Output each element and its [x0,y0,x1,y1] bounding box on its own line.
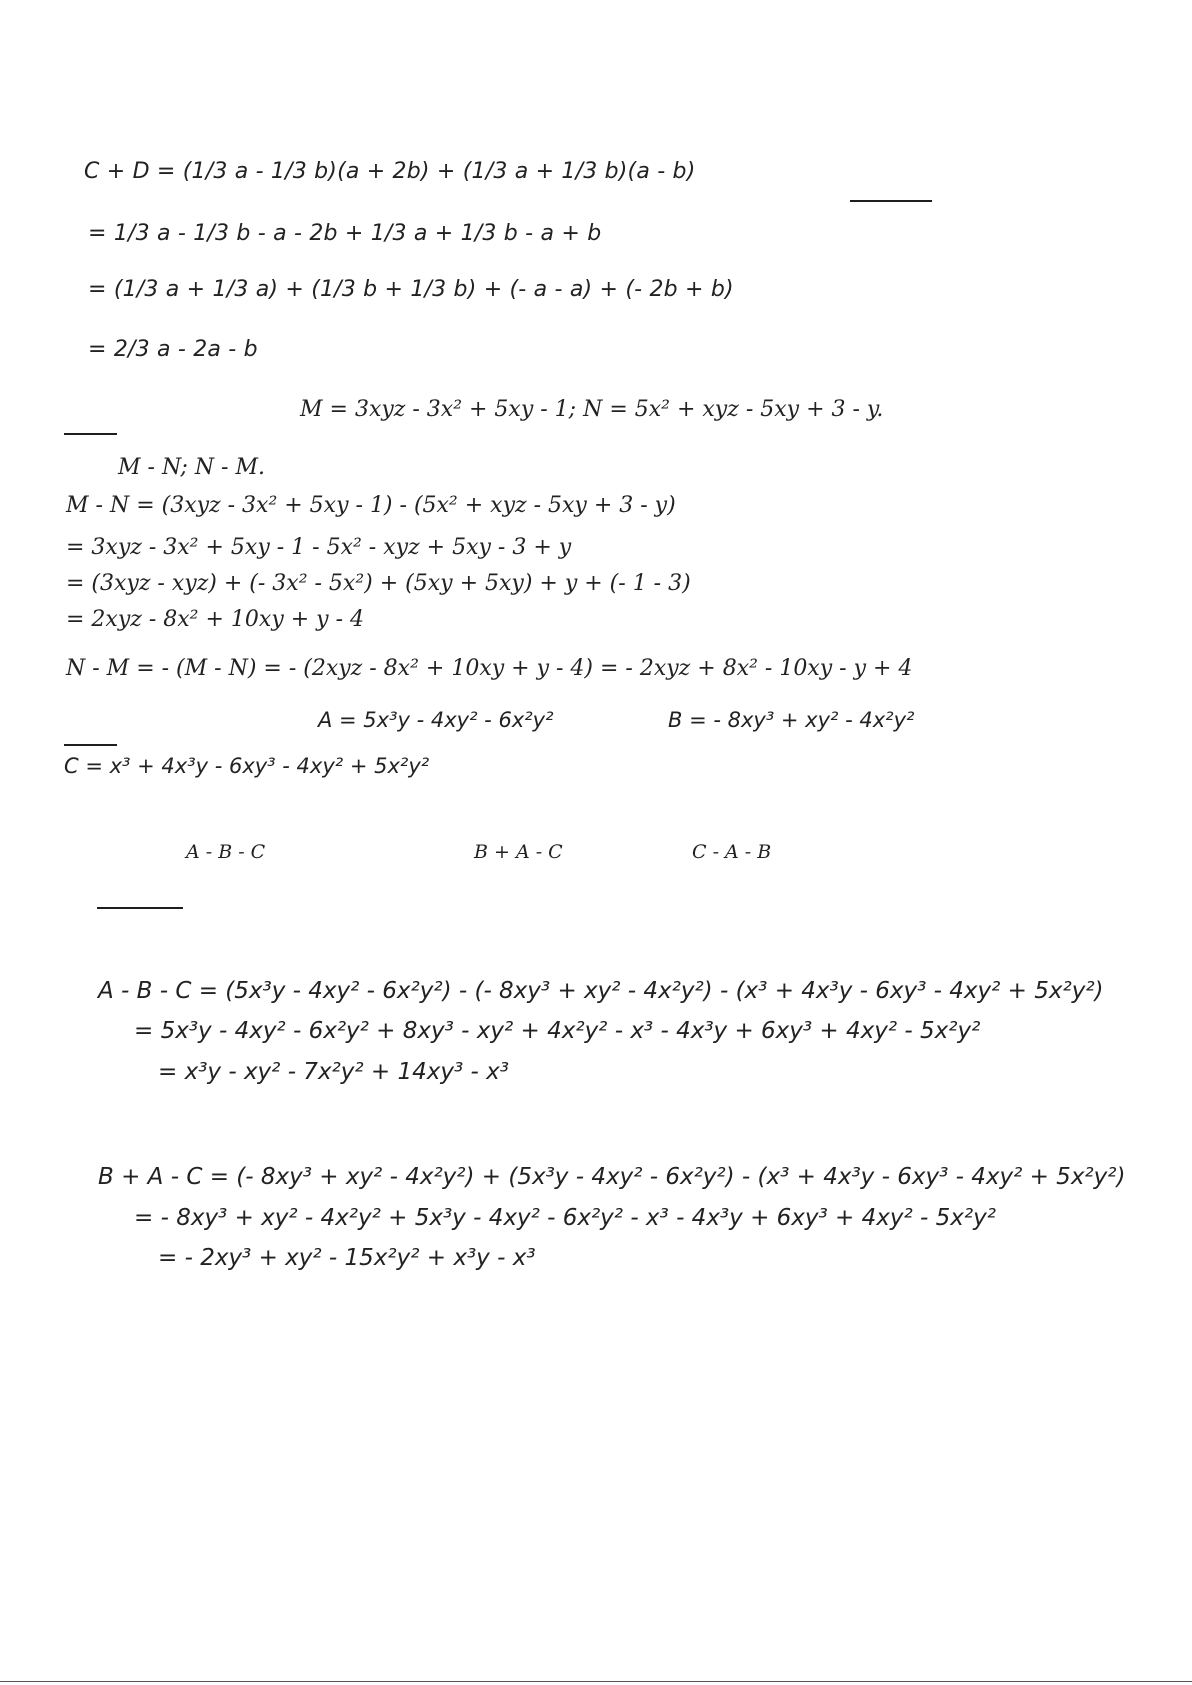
calc2-line-1: B + A - C = (- 8xy³ + xy² - 4x²y²) + (5x³y - 4xy² - 6x²y²) - (x³ + 4x³y - 6xy³ - 4xy² + 5x²y²) [98,1164,1126,1190]
calc1-line-3: = x³y - xy² - 7x²y² + 14xy³ - x³ [158,1059,509,1085]
abc-underline [64,744,117,746]
mn-task: M - N; N - M. [118,455,266,480]
solution-underline [97,907,183,909]
mn-definition: M = 3xyz - 3x² + 5xy - 1; N = 5x² + xyz - 5xy + 3 - y. [300,397,884,422]
cd-line-3: = (1/3 a + 1/3 a) + (1/3 b + 1/3 b) + (- a - a) + (- 2b + b) [88,277,734,302]
page-footer-rule [0,1681,1192,1682]
task-a-b-c: A - B - C [186,841,266,863]
calc2-line-2: = - 8xy³ + xy² - 4x²y² + 5x³y - 4xy² - 6x²y² - x³ - 4x³y + 6xy³ + 4xy² - 5x²y² [134,1205,996,1231]
def-c: C = x³ + 4x³y - 6xy³ - 4xy² + 5x²y² [64,754,430,778]
mn-line-5: N - M = - (M - N) = - (2xyz - 8x² + 10xy + y - 4) = - 2xyz + 8x² - 10xy - y + 4 [66,656,913,681]
mn-line-3: = (3xyz - xyz) + (- 3x² - 5x²) + (5xy + 5xy) + y + (- 1 - 3) [66,571,691,596]
cd-underline [850,200,932,202]
mn-underline [64,433,117,435]
mn-line-2: = 3xyz - 3x² + 5xy - 1 - 5x² - xyz + 5xy - 3 + y [66,535,572,560]
cd-line-1: C + D = (1/3 a - 1/3 b)(a + 2b) + (1/3 a + 1/3 b)(a - b) [84,159,696,184]
task-c-a-b: C - A - B [692,841,772,863]
calc1-line-2: = 5x³y - 4xy² - 6x²y² + 8xy³ - xy² + 4x²y² - x³ - 4x³y + 6xy³ + 4xy² - 5x²y² [134,1018,981,1044]
task-b-a-c: B + A - C [474,841,563,863]
cd-line-2: = 1/3 a - 1/3 b - a - 2b + 1/3 a + 1/3 b - a + b [88,221,602,246]
mn-line-1: M - N = (3xyz - 3x² + 5xy - 1) - (5x² + xyz - 5xy + 3 - y) [66,493,676,518]
calc1-line-1: A - B - C = (5x³y - 4xy² - 6x²y²) - (- 8xy³ + xy² - 4x²y²) - (x³ + 4x³y - 6xy³ - 4xy² + 5x²y²) [98,978,1104,1004]
def-a: A = 5x³y - 4xy² - 6x²y² [318,708,554,732]
cd-line-4: = 2/3 a - 2a - b [88,337,258,362]
def-b: B = - 8xy³ + xy² - 4x²y² [668,708,915,732]
mn-line-4: = 2xyz - 8x² + 10xy + y - 4 [66,607,365,632]
calc2-line-3: = - 2xy³ + xy² - 15x²y² + x³y - x³ [158,1245,536,1271]
